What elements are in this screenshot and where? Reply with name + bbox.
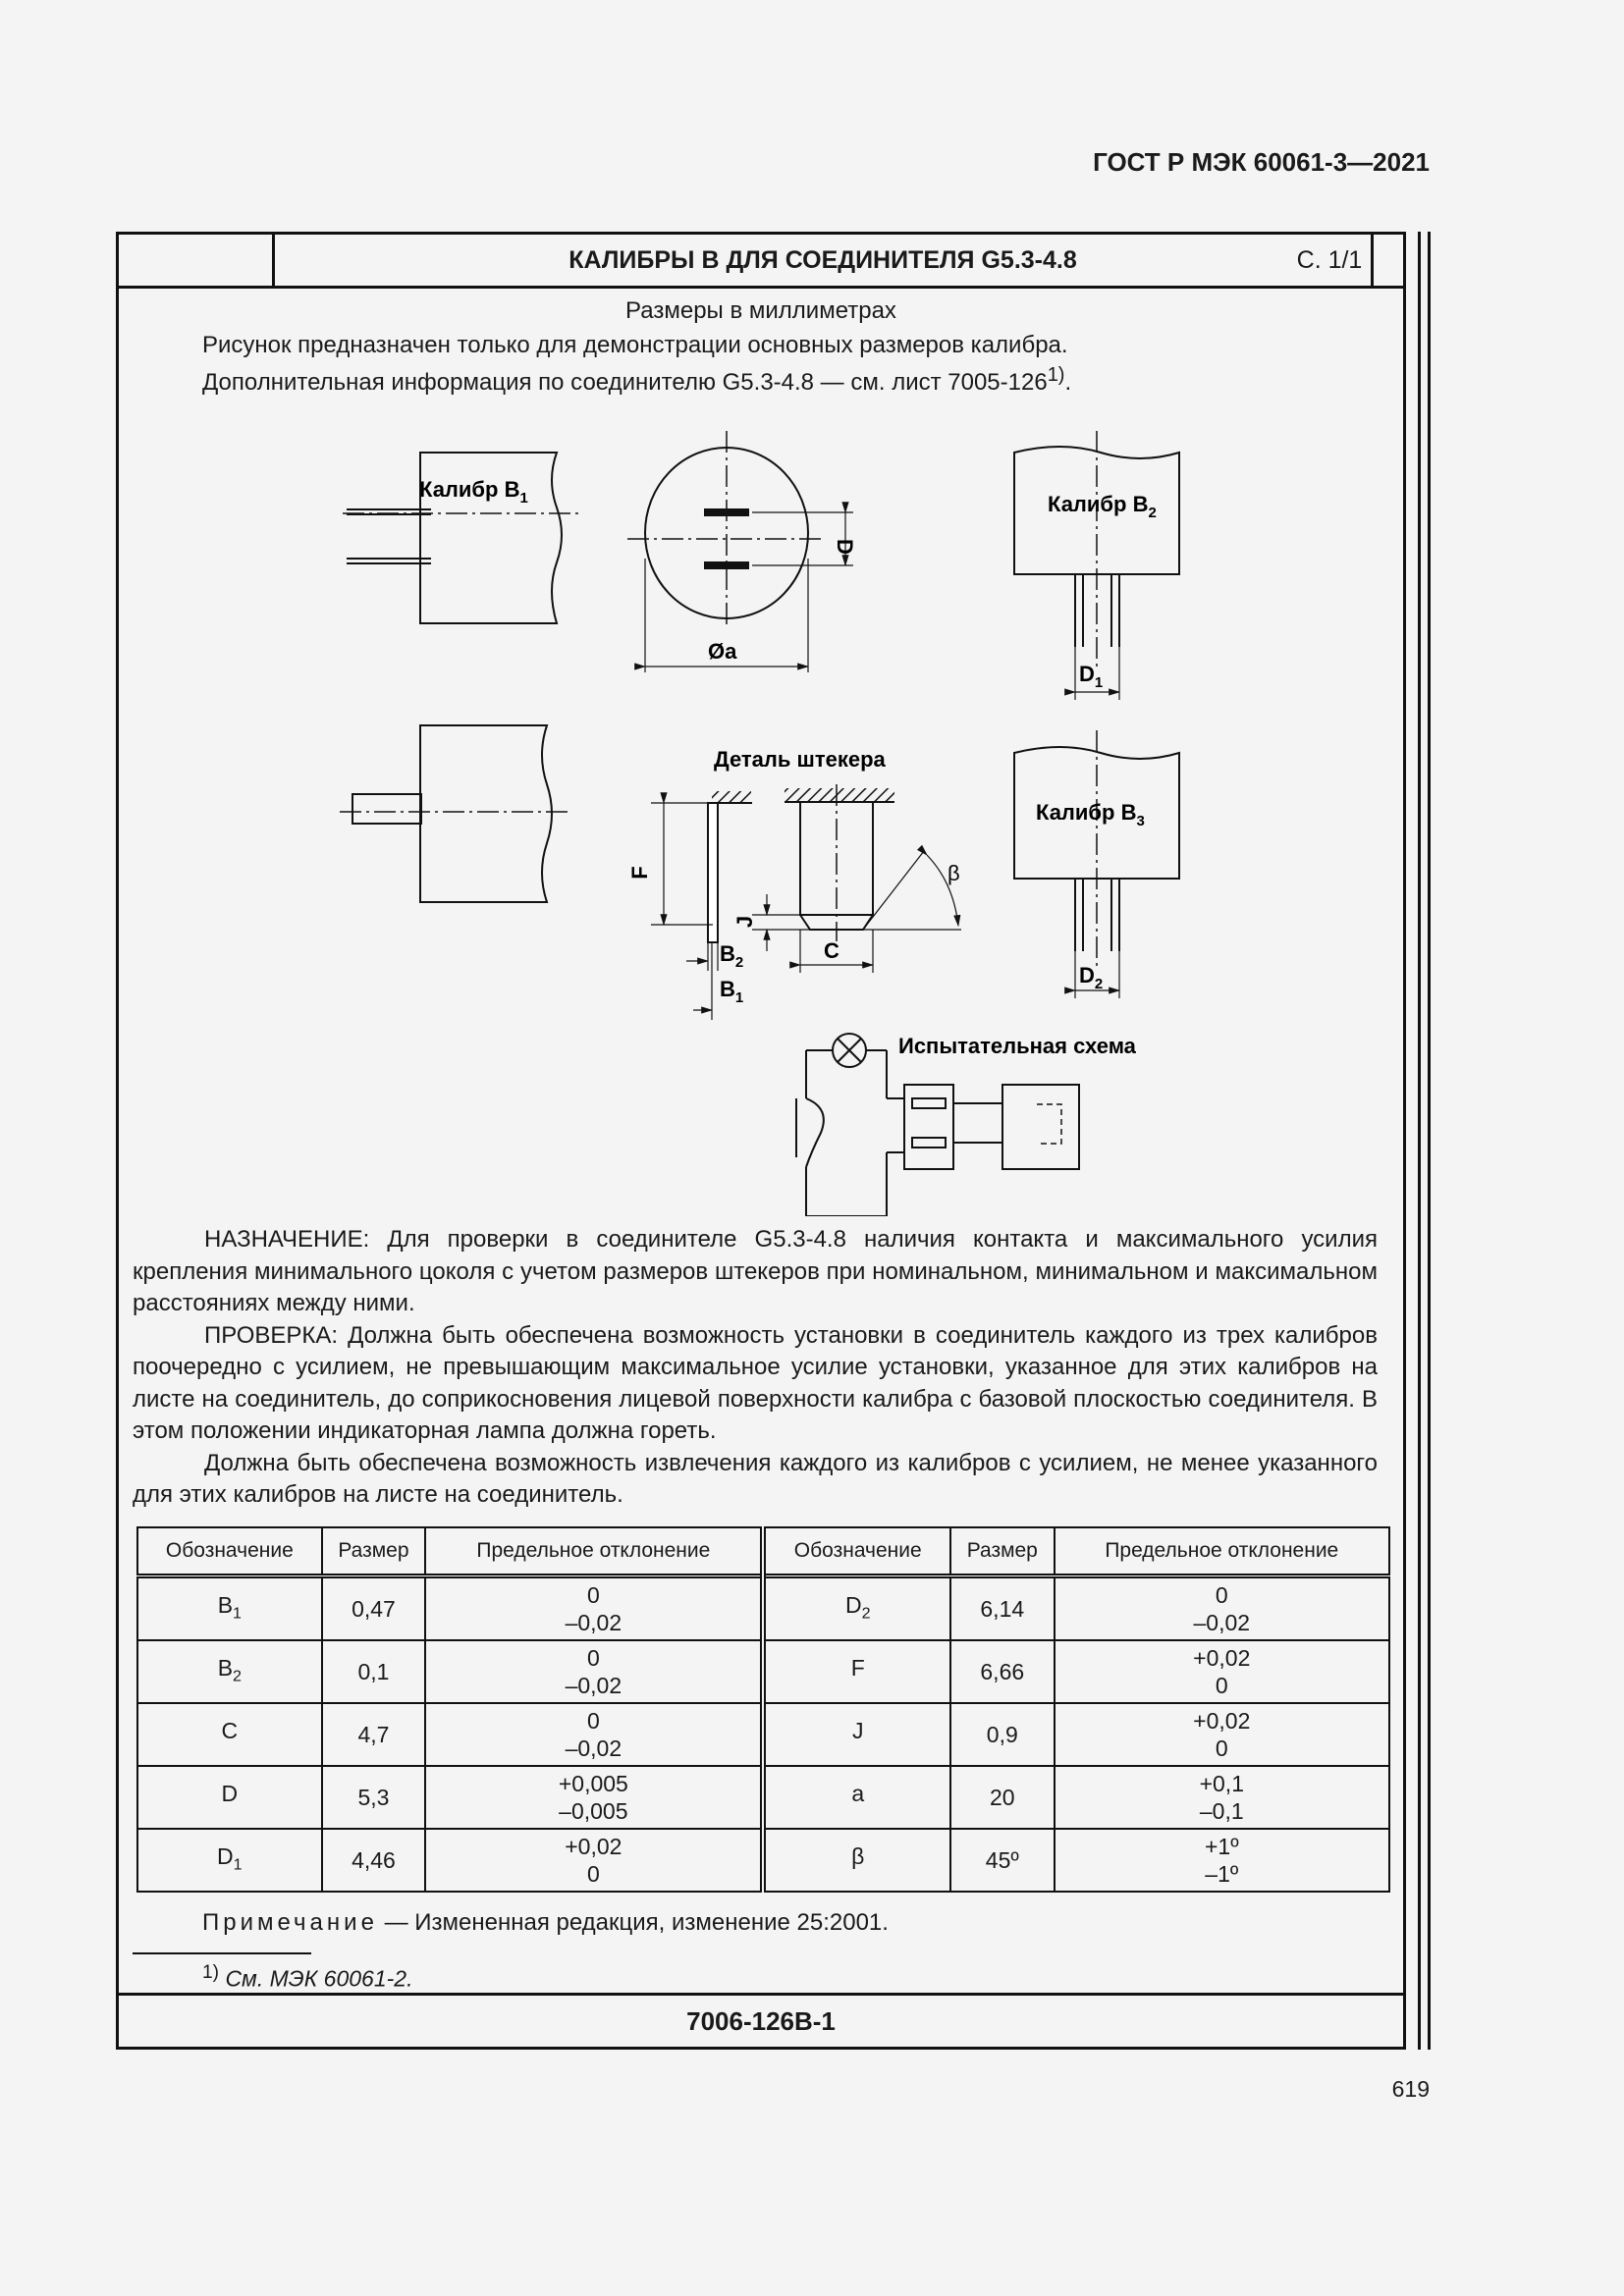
tolerance-cell: 0 –0,02 [425, 1703, 763, 1766]
col-header: Предельное отклонение [1055, 1527, 1389, 1576]
designation-cell: a [763, 1766, 950, 1829]
footnote: $^{1)}$ См. МЭК 60061-2. [202, 1962, 413, 1992]
table-row [137, 1766, 1389, 1829]
col-header: Предельное отклонение [425, 1527, 763, 1576]
dim-beta-label: β [947, 861, 960, 885]
page-number: 619 [1391, 2076, 1430, 2102]
tolerance-cell: +1º –1º [1055, 1829, 1389, 1892]
extract-paragraph: Должна быть обеспечена возможность извлечения каждого из калибров с усилием, не менее указанного для этих калибров на листе на соединитель. [133, 1449, 1378, 1508]
dim-d1-label: $D_1$ [1079, 662, 1104, 691]
size-cell: 45º [950, 1829, 1055, 1892]
size-cell: 5,3 [322, 1766, 426, 1829]
dim-b2-label: $B_2$ [720, 941, 744, 971]
standard-designation: ГОСТ Р МЭК 60061-3—2021 [1093, 147, 1430, 177]
pin-detail [651, 784, 961, 1020]
tolerance-cell: 0 –0,02 [1055, 1576, 1389, 1641]
designation-cell: C [137, 1703, 322, 1766]
gauge-b3-view [1014, 730, 1179, 998]
note-label: Примечание [202, 1909, 378, 1936]
note [202, 1909, 889, 1937]
size-cell: 0,47 [322, 1576, 426, 1641]
table-row [137, 1829, 1389, 1892]
designation-cell: J [763, 1703, 950, 1766]
designation-cell: β [763, 1829, 950, 1892]
data-sheet [116, 232, 1406, 2050]
designation-cell: $B_1$ [137, 1576, 322, 1641]
note-text: — Измененная редакция, изменение 25:2001. [377, 1909, 889, 1936]
designation-cell: $D_2$ [763, 1576, 950, 1641]
size-cell: 6,14 [950, 1576, 1055, 1641]
col-header: Обозначение [763, 1527, 950, 1576]
table-row [137, 1640, 1389, 1703]
table-row [137, 1576, 1389, 1641]
side-view [340, 725, 572, 902]
designation-cell: F [763, 1640, 950, 1703]
size-cell: 0,1 [322, 1640, 426, 1703]
margin-rule-2 [1428, 232, 1431, 2050]
footnote-ref: 1) [1047, 364, 1065, 386]
test-circuit [796, 1034, 1079, 1216]
dim-d2-label: $D_2$ [1079, 963, 1104, 992]
gauge-b1-label: Калибр $B_1$ [419, 477, 528, 507]
pin-detail-title: Деталь штекера [714, 747, 886, 772]
col-header: Размер [322, 1527, 426, 1576]
gauge-b2-view [1014, 431, 1179, 700]
check-paragraph: ПРОВЕРКА: Должна быть обеспечена возможность установки в соединитель каждого из трех калибров поочередно с усилием, не превышающим максимальное усилие установки, указанное для этих калибров на листе на соединитель, до соприкосновения лицевой поверхности калибра с базовой плоскостью соединителя. В этом положении индикаторная лампа должна гореть. [133, 1321, 1378, 1444]
margin-rule-1 [1418, 232, 1421, 2050]
intro-line-1: Рисунок предназначен только для демонстрации основных размеров калибра. [202, 332, 1068, 358]
dim-oa-label: Øa [708, 639, 737, 664]
gauge-b2-label: Калибр $B_2$ [1048, 492, 1157, 521]
body-text [133, 1224, 1378, 1512]
dim-d-label: D [833, 539, 857, 555]
dim-f-label: F [627, 866, 652, 880]
designation-cell: D [137, 1766, 322, 1829]
size-cell: 0,9 [950, 1703, 1055, 1766]
col-header: Размер [950, 1527, 1055, 1576]
table-row [137, 1703, 1389, 1766]
tolerance-cell: +0,1 –0,1 [1055, 1766, 1389, 1829]
sheet-page-ref: С. 1/1 [1296, 245, 1363, 274]
size-cell: 6,66 [950, 1640, 1055, 1703]
designation-cell: $D_1$ [137, 1829, 322, 1892]
purpose-paragraph: НАЗНАЧЕНИЕ: Для проверки в соединителе G5.3-4.8 наличия контакта и максимального усилия крепления минимального цоколя с учетом размеров штекеров при номинальном, минимальном и максимальном расстояниях между ними. [133, 1226, 1378, 1316]
dimensions-table [136, 1526, 1390, 1893]
col-header: Обозначение [137, 1527, 322, 1576]
dim-c-label: C [824, 938, 839, 963]
sheet-title: КАЛИБРЫ В ДЛЯ СОЕДИНИТЕЛЯ G5.3-4.8 [275, 235, 1374, 286]
test-circuit-title: Испытательная схема [898, 1034, 1136, 1058]
footnote-separator [133, 1952, 311, 1954]
tolerance-cell: +0,02 0 [1055, 1640, 1389, 1703]
size-cell: 4,46 [322, 1829, 426, 1892]
designation-cell: $B_2$ [137, 1640, 322, 1703]
intro-line-2: Дополнительная информация по соединителю G5.3-4.8 — см. лист 7005-126$^{1)}$. [202, 364, 1072, 396]
tolerance-cell: 0 –0,02 [425, 1576, 763, 1641]
size-cell: 20 [950, 1766, 1055, 1829]
tolerance-cell: 0 –0,02 [425, 1640, 763, 1703]
sheet-number: 7006-126B-1 [119, 1993, 1403, 2047]
tolerance-cell: +0,02 0 [1055, 1703, 1389, 1766]
dim-b1-label: $B_1$ [720, 977, 744, 1006]
units-note: Размеры в миллиметрах [625, 297, 896, 324]
technical-drawing [119, 235, 1403, 1216]
size-cell: 4,7 [322, 1703, 426, 1766]
gauge-b3-label: Калибр $B_3$ [1036, 800, 1145, 829]
dim-j-label: J [732, 915, 757, 929]
circle-view [627, 431, 853, 672]
tolerance-cell: +0,005 –0,005 [425, 1766, 763, 1829]
tolerance-cell: +0,02 0 [425, 1829, 763, 1892]
